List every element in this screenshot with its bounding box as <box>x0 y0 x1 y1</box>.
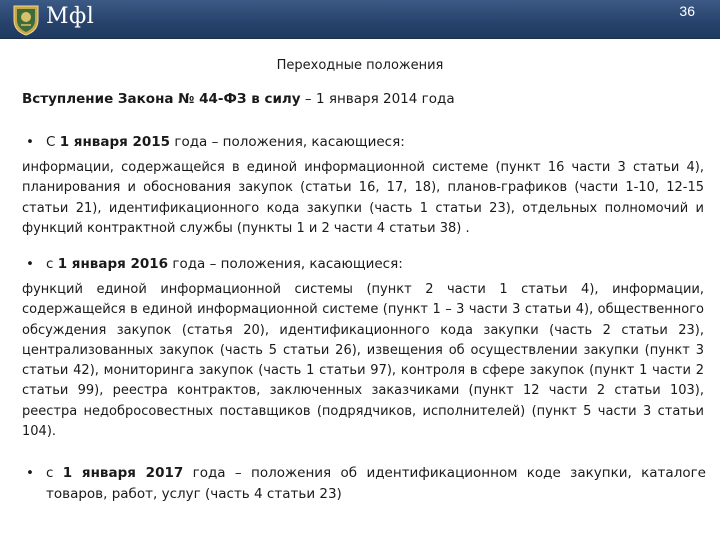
bullet-2017 <box>26 463 706 505</box>
intro-bold: Вступление Закона № 44-ФЗ в силу <box>22 91 301 107</box>
bullet-date: 1 января 2015 <box>59 134 171 150</box>
bullet-date: 1 января 2016 <box>57 256 169 272</box>
bullet-date: 1 января 2017 <box>62 465 184 481</box>
bullet-dot: • <box>26 256 34 272</box>
bullet-dot: • <box>26 465 34 481</box>
header-bar <box>0 0 720 39</box>
emblem-icon <box>11 2 41 36</box>
bullet-prefix: с <box>46 256 58 272</box>
paragraph-2015: информации, содержащейся в единой информационной системе (пункт 16 части 3 статьи 4), планирования и обоснования закупок (статьи 16, 17, 18), планов-графиков (части 1-10, 12-15 статьи 21), идентификационного кода закупки (часть 1 статьи 23), отдельных полномочий и функций контрактной службы (пункты 1 и 2 части 4 статьи 38) . <box>22 160 704 236</box>
bullet-suffix: года – положения об идентификационном коде закупки, каталоге товаров, работ, услуг (часть 4 статьи 23) <box>46 465 706 502</box>
bullet-prefix: с <box>46 465 63 481</box>
intro-line <box>22 91 455 107</box>
bullet-2015 <box>26 134 405 150</box>
paragraph-2016: функций единой информационной системы (пункт 2 части 1 статьи 4), информации, содержащейся в единой информационной системе (пункт 1 – 3 части 3 статьи 4), общественного обсуждения закупок (статья 20), идентификационного кода закупки (часть 2 статьи 23), централизованных закупок (часть 5 статьи 26), извещения об осуществлении закупки (пункт 3 статьи 42), мониторинга закупок (часть 1 статьи 97), контроля в сфере закупок (пункт 1 части 2 статьи 99), реестра контрактов, заключенных заказчиками (пункт 12 части 2 статьи 103), реестра недобросовестных поставщиков (подрядчиков, исполнителей) (пункт 5 части 3 статьи 104). <box>22 282 704 440</box>
bullet-2016 <box>26 256 403 272</box>
intro-rest: – 1 января 2014 года <box>300 91 455 107</box>
brand-logo: Мфl <box>46 4 95 29</box>
bullet-suffix: года – положения, касающиеся: <box>170 134 405 150</box>
bullet-prefix: С <box>46 134 60 150</box>
bullet-2017-text <box>46 463 706 505</box>
page-title: Переходные положения <box>276 58 444 73</box>
bullet-dot: • <box>26 134 34 150</box>
page-number: 36 <box>679 3 695 19</box>
bullet-suffix: года – положения, касающиеся: <box>168 256 403 272</box>
